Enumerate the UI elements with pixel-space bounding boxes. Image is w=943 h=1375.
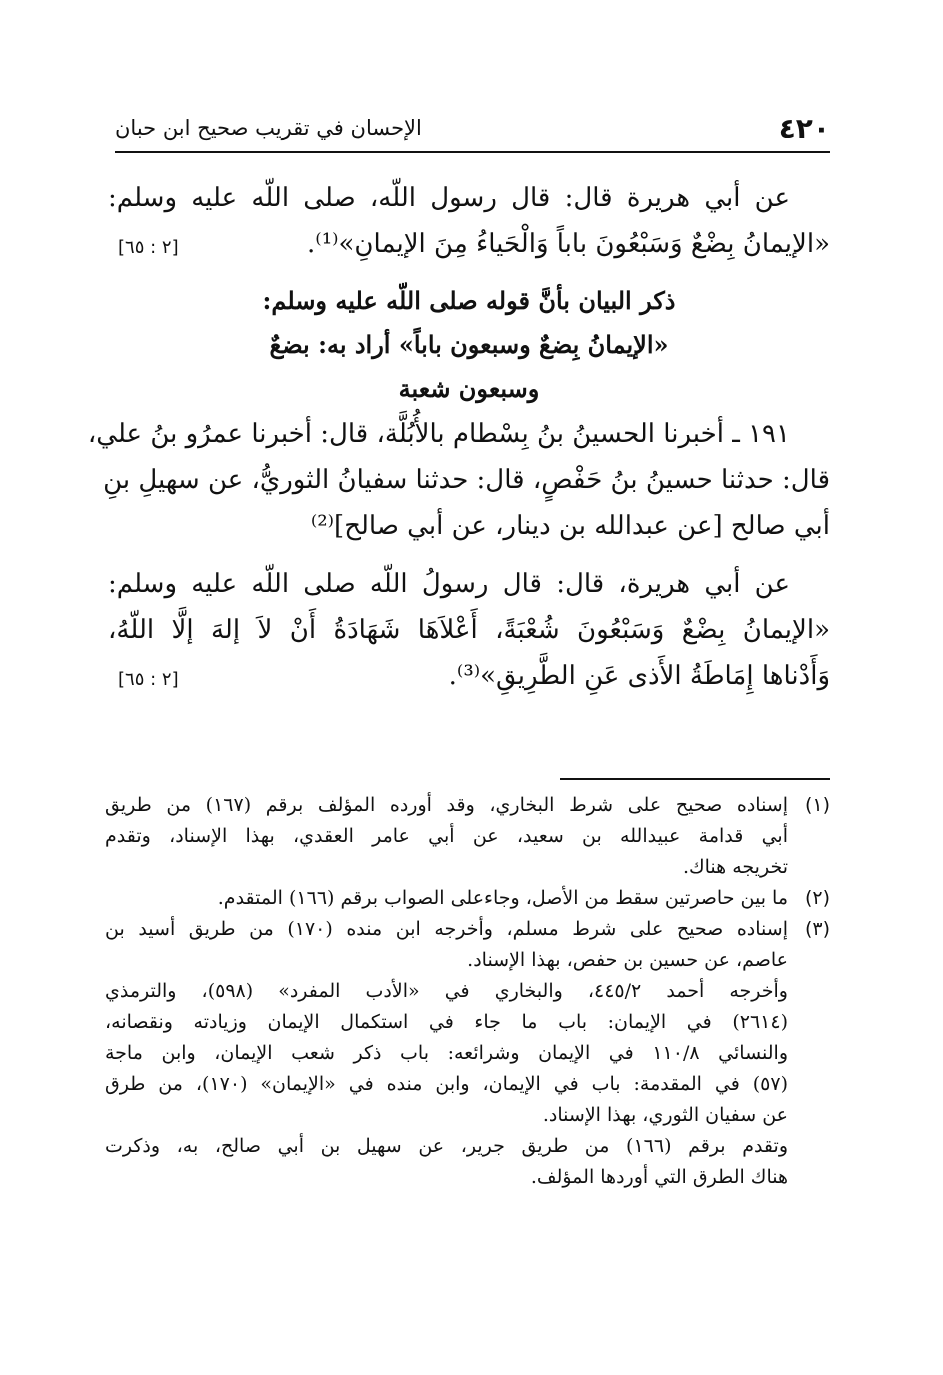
footnote-line: ما بين حاصرتين سقط من الأصل، وجاءعلى الصواب برقم (١٦٦) المتقدم.	[217, 887, 788, 909]
footnote-line: والنسائي ١١٠/٨ في الإيمان وشرائعه: باب ذكر شعب الإيمان، وابن ماجة	[105, 1042, 788, 1064]
footnotes	[105, 790, 830, 1193]
text-line: قال: حدثنا حسينُ بنُ حَفْصٍ، قال: حدثنا سفيانُ الثوريُّ، عن سهيلِ بنِ	[103, 465, 830, 495]
text-line-with-reference	[108, 221, 830, 267]
footnote-line: هناك الطرق التي أوردها المؤلف.	[530, 1166, 788, 1188]
reference-marker: [٢ : ٦٥]	[118, 237, 179, 258]
text-line: «الإيمانُ بِضْعٌ وَسَبْعُونَ باباً وَالْحَياءُ مِنَ الإيمانِ»⁽¹⁾.	[307, 229, 830, 259]
footnote-rule	[560, 778, 830, 780]
text-line-with-reference	[108, 653, 830, 699]
section-heading-line: «الإيمانُ بِضعٌ وسبعون باباً» أراد به: بضعٌ	[269, 330, 669, 359]
footnote-line: وأخرجه أحمد ٤٤٥/٢، والبخاري في «الأدب المفرد» (٥٩٨)، والترمذي	[105, 980, 788, 1002]
text-line: «الإيمانُ بِضْعٌ وَسَبْعُونَ شُعْبَةً، أَعْلاَهَا شَهَادَةُ أَنْ لاَ إلهَ إلَّا اللّهُ،	[108, 615, 830, 645]
footnote-line: (٢٦١٤) في الإيمان: باب ما جاء في استكمال الإيمان وزيادته ونقصانه،	[105, 1011, 788, 1033]
footnote-line: وتقدم برقم (١٦٦) من طريق جرير، عن سهيل بن أبي صالح، به، وذكرت	[105, 1135, 789, 1157]
footnote-line: (٥٧) في المقدمة: باب في الإيمان، وابن منده في «الإيمان» (١٧٠)، من طرق	[105, 1073, 788, 1095]
footnote-line: إسناده صحيح على شرط مسلم، وأخرجه ابن منده (١٧٠) من طريق أسيد بن	[105, 918, 788, 940]
text-line: عن أبي هريرة، قال: قال رسولُ اللّه صلى اللّه عليه وسلم:	[108, 569, 790, 599]
section-heading-line: ذكر البيان بأنَّ قوله صلى اللّه عليه وسلم:	[262, 286, 676, 315]
page-number: ٤٢٠	[778, 112, 830, 145]
footnote-3-continuation	[105, 976, 830, 1193]
footnote-number: (٢)	[804, 887, 830, 909]
footnote-line: تخريجه هناك.	[682, 856, 788, 878]
footnote-number: (١)	[804, 794, 830, 816]
footnote-line: عن سفيان الثوري، بهذا الإسناد.	[542, 1104, 788, 1126]
footnote-1	[105, 790, 830, 883]
main-text	[87, 175, 830, 699]
hadith-number-line: ١٩١ ـ أخبرنا الحسينُ بنُ بِسْطام بالأُبُلَّة، قال: أخبرنا عمرُو بنُ علي،	[87, 419, 790, 449]
section-heading-line: وسبعون شعبة	[398, 374, 540, 403]
footnote-line: إسناده صحيح على شرط البخاري، وقد أورده المؤلف برقم (١٦٧) من طريق	[105, 794, 788, 816]
footnote-3	[105, 914, 830, 976]
footnote-2	[105, 883, 830, 914]
text-line: وَأَدْناها إِمَاطَةُ الأَذى عَنِ الطَّرِيقِ»⁽³⁾.	[448, 661, 830, 691]
header-rule	[115, 151, 830, 153]
text-line: عن أبي هريرة قال: قال رسول اللّه، صلى اللّه عليه وسلم:	[108, 183, 790, 213]
page-header	[115, 112, 830, 152]
footnote-number: (٣)	[804, 918, 830, 940]
text-line: أبي صالح [عن عبدالله بن دينار، عن أبي صالح]⁽²⁾	[310, 511, 830, 541]
footnote-line: أبي قدامة عبيدالله بن سعيد، عن أبي عامر العقدي، بهذا الإسناد، وتقدم	[105, 825, 788, 847]
footnote-line: عاصم، عن حسين بن حفص، بهذا الإسناد.	[467, 949, 788, 971]
reference-marker: [٢ : ٦٥]	[118, 669, 179, 690]
running-title: الإحسان في تقريب صحيح ابن حبان	[115, 116, 422, 140]
